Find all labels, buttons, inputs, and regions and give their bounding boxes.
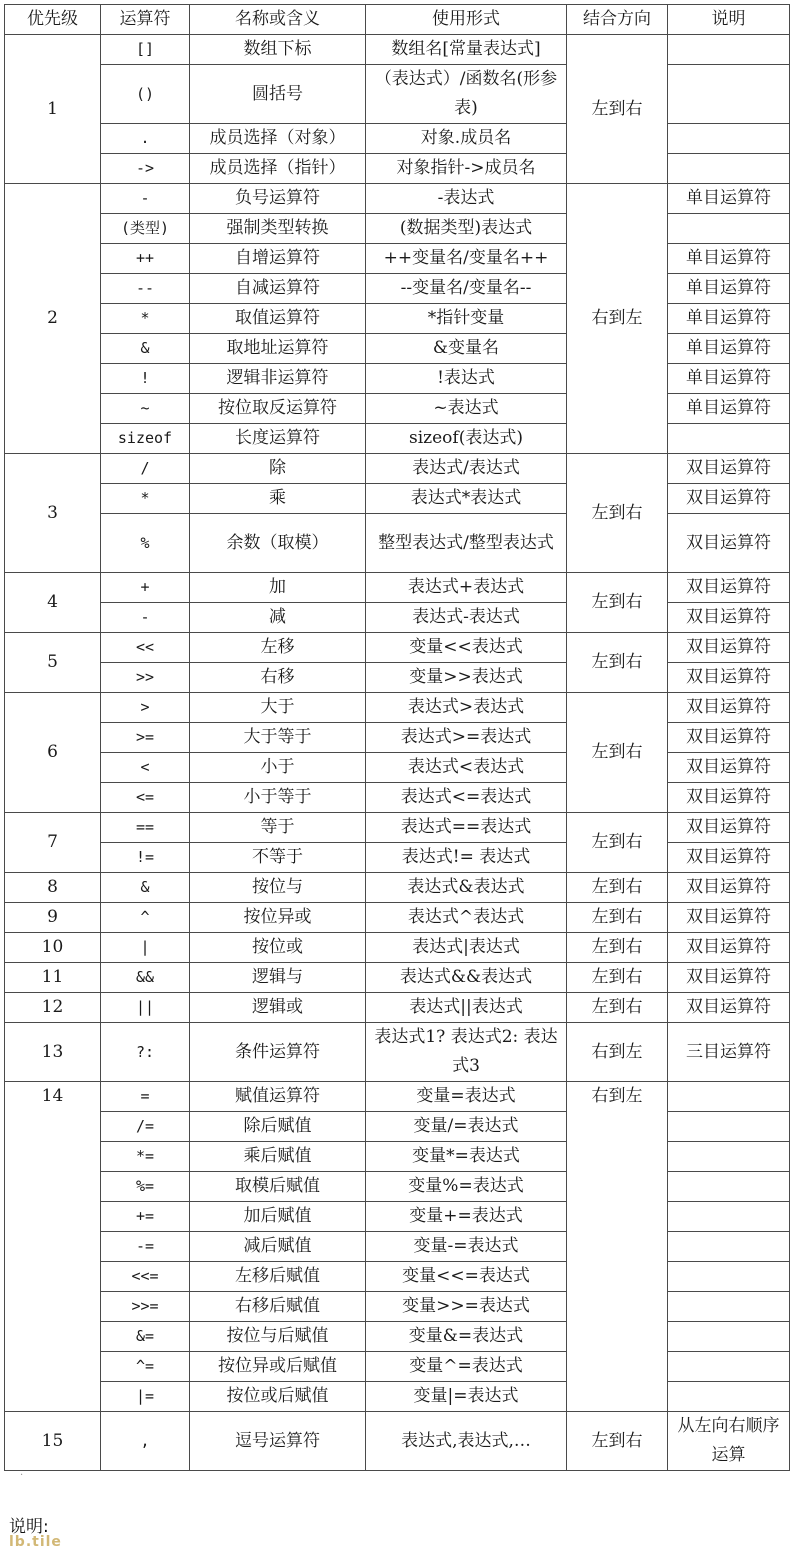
cell-note	[668, 1112, 790, 1142]
table-row	[5, 514, 790, 573]
cell-name: 加后赋值	[190, 1202, 366, 1232]
cell-name: 小于等于	[190, 783, 366, 813]
table-row	[5, 1142, 790, 1172]
cell-note: 双目运算符	[668, 813, 790, 843]
cell-form: 表达式/表达式	[366, 454, 567, 484]
table-row	[5, 1352, 790, 1382]
cell-name: 右移后赋值	[190, 1292, 366, 1322]
cell-level: 4	[5, 573, 101, 633]
cell-operator: =	[101, 1082, 190, 1112]
cell-name: 按位与后赋值	[190, 1322, 366, 1352]
cell-operator: .	[101, 124, 190, 154]
cell-note: 三目运算符	[668, 1023, 790, 1082]
cell-note	[668, 424, 790, 454]
table-row	[5, 244, 790, 274]
table-row	[5, 364, 790, 394]
table-row	[5, 184, 790, 214]
cell-name: 成员选择（指针）	[190, 154, 366, 184]
cell-direction: 左到右	[567, 1412, 668, 1471]
table-row	[5, 753, 790, 783]
cell-operator: ?:	[101, 1023, 190, 1082]
cell-operator: ||	[101, 993, 190, 1023]
cell-direction: 左到右	[567, 903, 668, 933]
table-row	[5, 783, 790, 813]
cell-form: 表达式>表达式	[366, 693, 567, 723]
cell-operator: <<=	[101, 1262, 190, 1292]
cell-operator: |	[101, 933, 190, 963]
cell-operator: !	[101, 364, 190, 394]
cell-level: 12	[5, 993, 101, 1023]
header-level: 优先级	[5, 5, 101, 35]
cell-operator: !=	[101, 843, 190, 873]
cell-operator: -=	[101, 1232, 190, 1262]
cell-note: 单目运算符	[668, 364, 790, 394]
cell-operator: ()	[101, 65, 190, 124]
cell-level: 11	[5, 963, 101, 993]
cell-level: 6	[5, 693, 101, 813]
cell-name: 减	[190, 603, 366, 633]
cell-form: 数组名[常量表达式]	[366, 35, 567, 65]
cell-operator: &	[101, 334, 190, 364]
cell-level: 8	[5, 873, 101, 903]
cell-form: (数据类型)表达式	[366, 214, 567, 244]
cell-operator: (类型)	[101, 214, 190, 244]
cell-operator: +	[101, 573, 190, 603]
cell-form: -表达式	[366, 184, 567, 214]
cell-form: 变量&=表达式	[366, 1322, 567, 1352]
cell-form: 表达式-表达式	[366, 603, 567, 633]
cell-note: 双目运算符	[668, 454, 790, 484]
cell-operator: *=	[101, 1142, 190, 1172]
cell-form: 变量>>表达式	[366, 663, 567, 693]
table-row	[5, 933, 790, 963]
cell-direction: 左到右	[567, 633, 668, 693]
cell-note	[668, 1202, 790, 1232]
cell-operator: --	[101, 274, 190, 304]
cell-operator: ,	[101, 1412, 190, 1471]
cell-operator: sizeof	[101, 424, 190, 454]
header-direction: 结合方向	[567, 5, 668, 35]
cell-form: sizeof(表达式)	[366, 424, 567, 454]
cell-operator: >>=	[101, 1292, 190, 1322]
cell-form: 对象.成员名	[366, 124, 567, 154]
cell-form: 表达式&表达式	[366, 873, 567, 903]
cell-name: 按位或后赋值	[190, 1382, 366, 1412]
cell-note: 双目运算符	[668, 963, 790, 993]
cell-direction: 左到右	[567, 873, 668, 903]
cell-form: 变量/=表达式	[366, 1112, 567, 1142]
cell-name: 大于	[190, 693, 366, 723]
cell-note: 双目运算符	[668, 753, 790, 783]
cell-note	[668, 1352, 790, 1382]
cell-form: 变量*=表达式	[366, 1142, 567, 1172]
cell-direction: 左到右	[567, 454, 668, 573]
cell-operator: >	[101, 693, 190, 723]
cell-note: 单目运算符	[668, 304, 790, 334]
watermark-logo: lb.tile	[9, 1534, 62, 1550]
cell-level: 3	[5, 454, 101, 573]
cell-name: 按位或	[190, 933, 366, 963]
cell-form: 表达式<表达式	[366, 753, 567, 783]
cell-direction: 右到左	[567, 184, 668, 454]
table-row	[5, 1322, 790, 1352]
cell-operator: -	[101, 603, 190, 633]
table-row	[5, 993, 790, 1023]
cell-note: 双目运算符	[668, 663, 790, 693]
table-row	[5, 1382, 790, 1412]
cell-operator: %	[101, 514, 190, 573]
cell-direction: 左到右	[567, 993, 668, 1023]
cell-form: 变量+=表达式	[366, 1202, 567, 1232]
table-row	[5, 843, 790, 873]
cell-note	[668, 124, 790, 154]
table-row	[5, 903, 790, 933]
cell-name: 逻辑与	[190, 963, 366, 993]
cell-name: 左移	[190, 633, 366, 663]
cell-note: 双目运算符	[668, 783, 790, 813]
cell-note: 双目运算符	[668, 843, 790, 873]
cell-note	[668, 1322, 790, 1352]
table-row	[5, 1232, 790, 1262]
cell-name: 逗号运算符	[190, 1412, 366, 1471]
cell-operator: []	[101, 35, 190, 65]
cell-direction: 左到右	[567, 573, 668, 633]
cell-note	[668, 1292, 790, 1322]
cell-form: 表达式&&表达式	[366, 963, 567, 993]
cell-name: 按位取反运算符	[190, 394, 366, 424]
cell-note: 单目运算符	[668, 274, 790, 304]
cell-note: 单目运算符	[668, 334, 790, 364]
operator-precedence-table	[4, 4, 790, 1471]
cell-name: 成员选择（对象）	[190, 124, 366, 154]
cell-form: 表达式+表达式	[366, 573, 567, 603]
cell-form: !表达式	[366, 364, 567, 394]
table-row	[5, 1082, 790, 1112]
cell-form: 变量|=表达式	[366, 1382, 567, 1412]
cell-form: 变量<<=表达式	[366, 1262, 567, 1292]
cell-note: 单目运算符	[668, 244, 790, 274]
table-row	[5, 813, 790, 843]
cell-operator: &	[101, 873, 190, 903]
cell-name: 取值运算符	[190, 304, 366, 334]
cell-operator: +=	[101, 1202, 190, 1232]
cell-name: 长度运算符	[190, 424, 366, 454]
cell-level: 13	[5, 1023, 101, 1082]
table-row	[5, 603, 790, 633]
footer-label: 说明:	[9, 1517, 49, 1537]
cell-operator: &&	[101, 963, 190, 993]
cell-form: 表达式^表达式	[366, 903, 567, 933]
table-row	[5, 214, 790, 244]
table-row	[5, 35, 790, 65]
cell-form: 变量<<表达式	[366, 633, 567, 663]
cell-level: 15	[5, 1412, 101, 1471]
cell-name: 乘后赋值	[190, 1142, 366, 1172]
table-row	[5, 424, 790, 454]
cell-form: ++变量名/变量名++	[366, 244, 567, 274]
cell-name: 大于等于	[190, 723, 366, 753]
cell-operator: >=	[101, 723, 190, 753]
cell-form: 变量>>=表达式	[366, 1292, 567, 1322]
cell-level: 9	[5, 903, 101, 933]
cell-operator: <=	[101, 783, 190, 813]
cell-level: 5	[5, 633, 101, 693]
cell-note	[668, 154, 790, 184]
cell-note	[668, 1172, 790, 1202]
header-name: 名称或含义	[190, 5, 366, 35]
cell-operator: &=	[101, 1322, 190, 1352]
table-row	[5, 873, 790, 903]
cell-name: 乘	[190, 484, 366, 514]
cell-note: 双目运算符	[668, 723, 790, 753]
cell-name: 取地址运算符	[190, 334, 366, 364]
cell-operator: |=	[101, 1382, 190, 1412]
cell-form: 表达式*表达式	[366, 484, 567, 514]
cell-form: 表达式!= 表达式	[366, 843, 567, 873]
cell-form: --变量名/变量名--	[366, 274, 567, 304]
table-row	[5, 1202, 790, 1232]
cell-form: 变量%=表达式	[366, 1172, 567, 1202]
table-row	[5, 663, 790, 693]
cell-name: 圆括号	[190, 65, 366, 124]
table-row	[5, 1172, 790, 1202]
cell-note: 双目运算符	[668, 603, 790, 633]
cell-name: 强制类型转换	[190, 214, 366, 244]
cell-level: 1	[5, 35, 101, 184]
cell-name: 取模后赋值	[190, 1172, 366, 1202]
cell-form: 表达式==表达式	[366, 813, 567, 843]
table-row	[5, 334, 790, 364]
cell-level: 14	[5, 1082, 101, 1412]
cell-note: 双目运算符	[668, 573, 790, 603]
cell-direction: 左到右	[567, 693, 668, 813]
cell-name: 减后赋值	[190, 1232, 366, 1262]
cell-operator: <<	[101, 633, 190, 663]
table-row	[5, 1292, 790, 1322]
cell-note: 双目运算符	[668, 903, 790, 933]
table-row	[5, 1412, 790, 1471]
header-row	[5, 5, 790, 35]
cell-name: 不等于	[190, 843, 366, 873]
cell-note: 双目运算符	[668, 693, 790, 723]
cell-note	[668, 1142, 790, 1172]
cell-direction: 左到右	[567, 813, 668, 873]
table-row	[5, 454, 790, 484]
cell-level: 7	[5, 813, 101, 873]
cell-name: 自减运算符	[190, 274, 366, 304]
cell-name: 右移	[190, 663, 366, 693]
cell-note: 单目运算符	[668, 394, 790, 424]
cell-name: 按位异或后赋值	[190, 1352, 366, 1382]
cell-name: 负号运算符	[190, 184, 366, 214]
cell-operator: ==	[101, 813, 190, 843]
cell-note: 双目运算符	[668, 633, 790, 663]
cell-note	[668, 1382, 790, 1412]
table-row	[5, 65, 790, 124]
cell-form: 变量-=表达式	[366, 1232, 567, 1262]
cell-form: 变量=表达式	[366, 1082, 567, 1112]
table-body	[5, 35, 790, 1471]
table-row	[5, 1023, 790, 1082]
cell-name: 按位与	[190, 873, 366, 903]
cell-form: 表达式|表达式	[366, 933, 567, 963]
cell-form: 表达式<=表达式	[366, 783, 567, 813]
cell-operator: ~	[101, 394, 190, 424]
header-note: 说明	[668, 5, 790, 35]
cell-name: 除后赋值	[190, 1112, 366, 1142]
cell-note: 双目运算符	[668, 484, 790, 514]
cell-operator: /	[101, 454, 190, 484]
cell-form: 整型表达式/整型表达式	[366, 514, 567, 573]
table-row	[5, 484, 790, 514]
cell-note: 从左向右顺序运算	[668, 1412, 790, 1471]
cell-form: &变量名	[366, 334, 567, 364]
cell-form: 表达式1? 表达式2: 表达式3	[366, 1023, 567, 1082]
cell-note	[668, 35, 790, 65]
cell-operator: ^=	[101, 1352, 190, 1382]
cell-form: 对象指针->成员名	[366, 154, 567, 184]
cell-note: 双目运算符	[668, 933, 790, 963]
header-form: 使用形式	[366, 5, 567, 35]
cell-operator: *	[101, 484, 190, 514]
table-row	[5, 274, 790, 304]
cell-operator: >>	[101, 663, 190, 693]
cell-note: 双目运算符	[668, 993, 790, 1023]
cell-level: 2	[5, 184, 101, 454]
table-row	[5, 304, 790, 334]
table-row	[5, 723, 790, 753]
cell-direction: 右到左	[567, 1082, 668, 1412]
cell-form: 表达式||表达式	[366, 993, 567, 1023]
cell-name: 赋值运算符	[190, 1082, 366, 1112]
cell-form: 表达式>=表达式	[366, 723, 567, 753]
cell-name: 除	[190, 454, 366, 484]
cell-operator: /=	[101, 1112, 190, 1142]
cell-operator: ->	[101, 154, 190, 184]
cell-note	[668, 1232, 790, 1262]
header-operator: 运算符	[101, 5, 190, 35]
cell-note: 双目运算符	[668, 873, 790, 903]
cell-operator: *	[101, 304, 190, 334]
cell-note	[668, 65, 790, 124]
cell-form: 表达式,表达式,…	[366, 1412, 567, 1471]
cell-note: 双目运算符	[668, 514, 790, 573]
cell-name: 逻辑非运算符	[190, 364, 366, 394]
cell-name: 数组下标	[190, 35, 366, 65]
cell-level: 10	[5, 933, 101, 963]
cell-operator: -	[101, 184, 190, 214]
cell-form: ~表达式	[366, 394, 567, 424]
cell-operator: ++	[101, 244, 190, 274]
table-row	[5, 124, 790, 154]
table-row	[5, 963, 790, 993]
cell-direction: 右到左	[567, 1023, 668, 1082]
cell-name: 小于	[190, 753, 366, 783]
cell-name: 等于	[190, 813, 366, 843]
cell-name: 加	[190, 573, 366, 603]
cell-direction: 左到右	[567, 963, 668, 993]
cell-name: 条件运算符	[190, 1023, 366, 1082]
cell-operator: <	[101, 753, 190, 783]
cell-name: 逻辑或	[190, 993, 366, 1023]
table-row	[5, 633, 790, 663]
cell-form: *指针变量	[366, 304, 567, 334]
cell-note: 单目运算符	[668, 184, 790, 214]
cell-operator: ^	[101, 903, 190, 933]
cell-direction: 左到右	[567, 35, 668, 184]
table-row	[5, 1112, 790, 1142]
table-row	[5, 154, 790, 184]
cell-operator: %=	[101, 1172, 190, 1202]
stray-dot: ·	[20, 1470, 24, 1481]
cell-direction: 左到右	[567, 933, 668, 963]
cell-note	[668, 1082, 790, 1112]
table-row	[5, 693, 790, 723]
cell-name: 余数（取模）	[190, 514, 366, 573]
table-row	[5, 394, 790, 424]
cell-form: （表达式）/函数名(形参表)	[366, 65, 567, 124]
table-row	[5, 1262, 790, 1292]
cell-name: 左移后赋值	[190, 1262, 366, 1292]
cell-form: 变量^=表达式	[366, 1352, 567, 1382]
cell-note	[668, 214, 790, 244]
cell-name: 自增运算符	[190, 244, 366, 274]
cell-name: 按位异或	[190, 903, 366, 933]
cell-note	[668, 1262, 790, 1292]
table-row	[5, 573, 790, 603]
